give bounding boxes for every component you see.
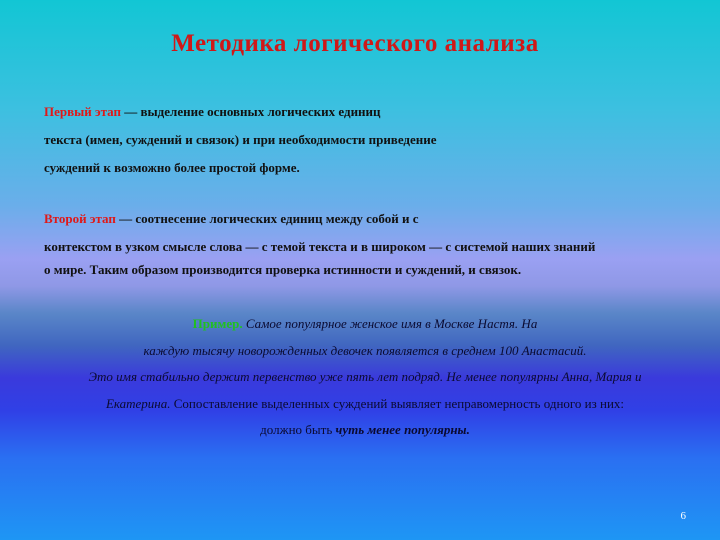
example-text1: Самое популярное женское имя в Москве Настя. На <box>245 316 538 331</box>
example-line5 <box>20 417 710 444</box>
example-line1 <box>20 311 710 338</box>
example-text2: каждую тысячу новорожденных девочек появляется в среднем 100 Анастасий. <box>143 342 587 358</box>
example-text3: Это имя стабильно держит первенство уже пять лет подряд. Не менее популярны Анна, Мария и <box>88 369 642 384</box>
stage1-line1 <box>44 98 381 126</box>
example-text5a: должно быть <box>260 422 333 437</box>
slide-title: Методика логического анализа <box>171 30 539 57</box>
stage2-line3: о мире. Таким образом производится проверка истинности и суждений, и связок. <box>44 262 522 277</box>
stage2-line2: контекстом в узком смысле слова — с темой текста и в широком — с системой наших знаний <box>44 239 596 254</box>
page-number: 6 <box>680 510 686 522</box>
stage1-text: — выделение основных логических единиц <box>124 104 381 119</box>
example-label: Пример. <box>192 316 243 331</box>
stage2-line1 <box>44 205 419 233</box>
stage1-line3: суждений к возможно более простой форме. <box>44 160 300 175</box>
example-line4 <box>20 391 710 418</box>
stage1-line2: текста (имен, суждений и связок) и при необходимости приведение <box>44 132 437 147</box>
stage1-label: Первый этап <box>44 104 122 119</box>
stage2-label: Второй этап <box>44 211 116 226</box>
example-text4b: Сопоставление выделенных суждений выявляет неправомерность одного из них: <box>173 395 625 411</box>
stage2-text: — соотнесение логических единиц между собой и с <box>119 211 419 226</box>
example-line3 <box>20 364 710 391</box>
example-block <box>20 311 710 444</box>
example-text4a: Екатерина. <box>105 395 171 411</box>
example-line2 <box>20 338 710 365</box>
example-text5b: чуть менее популярны. <box>335 422 470 437</box>
